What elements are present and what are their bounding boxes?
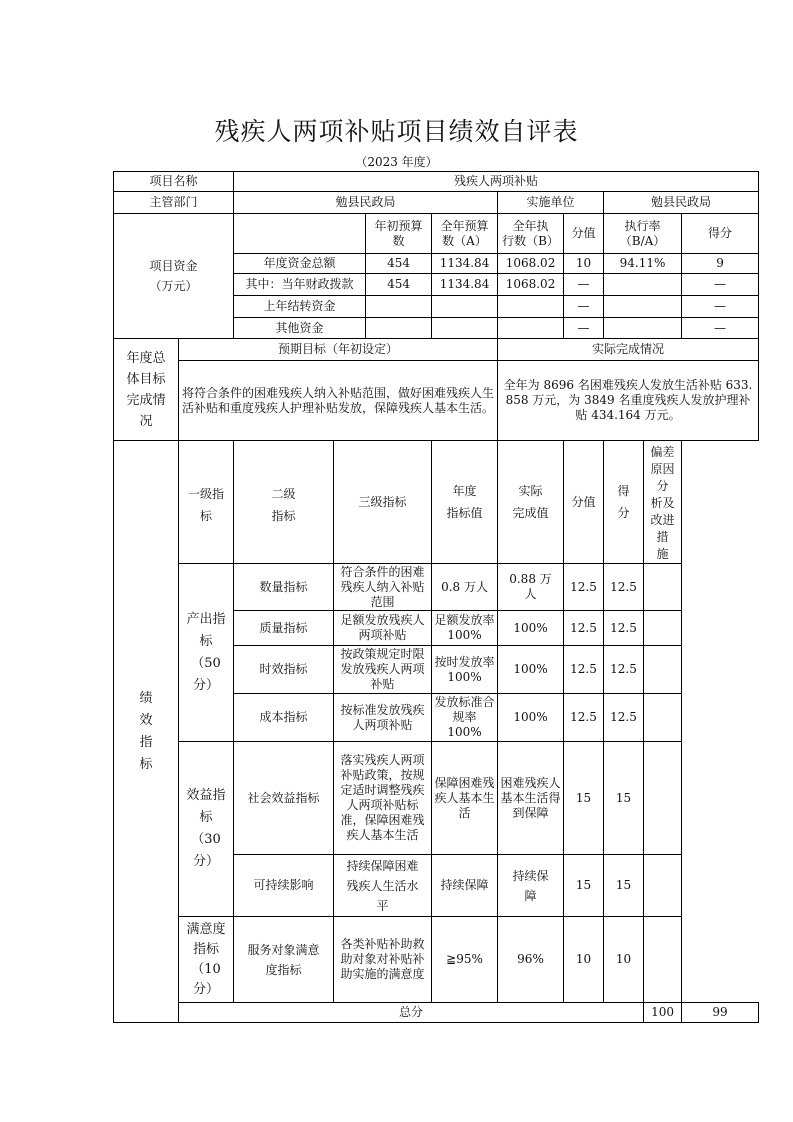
funds-row-annual: 1134.84	[432, 254, 498, 274]
funds-header-rate: 执行率 （B/A）	[604, 214, 682, 254]
indicator-score: 15	[564, 855, 604, 917]
evaluation-table	[113, 171, 759, 1023]
header-deviation: 偏差原因分 析及改进措 施	[644, 441, 682, 564]
funds-row-executed	[498, 296, 564, 318]
indicator-score: 12.5	[564, 646, 604, 694]
funds-row-got: —	[682, 318, 759, 339]
funds-row-score: 10	[564, 254, 604, 274]
indicator-got: 15	[604, 742, 644, 855]
funds-row-score: —	[564, 274, 604, 296]
indicator-got: 12.5	[604, 646, 644, 694]
indicator-deviation	[644, 694, 682, 742]
indicator-actual: 0.88 万 人	[498, 564, 564, 611]
funds-row-name: 其中：当年财政拨款	[234, 274, 366, 296]
row-project-name	[114, 172, 759, 192]
goal-content-row	[114, 361, 759, 441]
header-actual: 实际 完成值	[498, 441, 564, 564]
indicator-deviation	[644, 742, 682, 855]
funds-row-name: 年度资金总额	[234, 254, 366, 274]
funds-label: 项目资金 （万元）	[114, 214, 234, 339]
funds-header-blank	[234, 214, 366, 254]
indicator-score: 10	[564, 917, 604, 1003]
indicator-actual: 困难残疾人基本生活得到保障	[498, 742, 564, 855]
indicator-level2: 服务对象满意 度指标	[234, 917, 334, 1003]
indicator-level2: 数量指标	[234, 564, 334, 611]
indicator-target: 保障困难残疾人基本生活	[432, 742, 498, 855]
indicator-target: 0.8 万人	[432, 564, 498, 611]
indicator-actual: 100%	[498, 646, 564, 694]
indicator-score: 12.5	[564, 694, 604, 742]
goal-header-row	[114, 339, 759, 361]
funds-row-score: —	[564, 296, 604, 318]
header-target: 年度 指标值	[432, 441, 498, 564]
header-got: 得 分	[604, 441, 644, 564]
dept-value: 勉县民政局	[234, 192, 498, 214]
impl-unit-label: 实施单位	[498, 192, 604, 214]
funds-header-row	[114, 214, 759, 254]
indicator-got: 12.5	[604, 694, 644, 742]
funds-row-score: —	[564, 318, 604, 339]
indicator-level3: 持续保障困难 残疾人生活水 平	[334, 855, 432, 917]
indicator-level3: 落实残疾人两项补贴政策，按规定适时调整残疾人两项补贴标准，保障困难残疾人基本生活	[334, 742, 432, 855]
indicator-deviation	[644, 611, 682, 646]
header-level2: 二级 指标	[234, 441, 334, 564]
benefit-indicator-label: 效益指 标 （30 分）	[179, 742, 234, 917]
indicator-score: 12.5	[564, 611, 604, 646]
indicator-row	[114, 917, 759, 1003]
perf-indicators-label: 绩效指标	[114, 441, 179, 1023]
indicator-score: 12.5	[564, 564, 604, 611]
funds-header-annual: 全年预算 数（A）	[432, 214, 498, 254]
indicator-level3: 按标准发放残疾人两项补贴	[334, 694, 432, 742]
goal-actual-text: 全年为 8696 名困难残疾人发放生活补贴 633.858 万元，为 3849 名重度残疾人发放护理补贴 434.164 万元。	[498, 361, 759, 441]
funds-row-initial	[366, 296, 432, 318]
indicator-level2: 成本指标	[234, 694, 334, 742]
indicator-deviation	[644, 646, 682, 694]
funds-row-annual	[432, 318, 498, 339]
funds-header-executed: 全年执 行数（B）	[498, 214, 564, 254]
indicator-level3: 按政策规定时限发放残疾人两项补贴	[334, 646, 432, 694]
indicator-level2: 社会效益指标	[234, 742, 334, 855]
funds-row-got: 9	[682, 254, 759, 274]
indicator-level2: 可持续影响	[234, 855, 334, 917]
dept-label: 主管部门	[114, 192, 234, 214]
indicator-got: 12.5	[604, 564, 644, 611]
funds-row-executed: 1068.02	[498, 254, 564, 274]
year-subtitle: （2023 年度）	[355, 155, 438, 169]
goal-actual-header: 实际完成情况	[498, 339, 759, 361]
indicator-level3: 足额发放残疾人两项补贴	[334, 611, 432, 646]
funds-header-initial: 年初预算 数	[366, 214, 432, 254]
satisfaction-indicator-label: 满意度 指标 （10 分）	[179, 917, 234, 1003]
indicator-level3: 符合条件的困难残疾人纳入补贴范围	[334, 564, 432, 611]
indicator-got: 12.5	[604, 611, 644, 646]
indicator-score: 15	[564, 742, 604, 855]
indicator-got: 15	[604, 855, 644, 917]
funds-row-name: 其他资金	[234, 318, 366, 339]
indicator-target: ≧95%	[432, 917, 498, 1003]
indicator-got: 10	[604, 917, 644, 1003]
total-label: 总分	[179, 1003, 644, 1023]
indicator-deviation	[644, 855, 682, 917]
indicator-row	[114, 564, 759, 611]
page-title: 残疾人两项补贴项目绩效自评表	[214, 117, 579, 146]
funds-row-initial: 454	[366, 274, 432, 296]
indicator-header-row	[114, 441, 759, 564]
indicator-level2: 质量指标	[234, 611, 334, 646]
goal-expected-text: 将符合条件的困难残疾人纳入补贴范围，做好困难残疾人生活补贴和重度残疾人护理补贴发放，保障残疾人基本生活。	[179, 361, 498, 441]
funds-row-rate	[604, 318, 682, 339]
indicator-target: 发放标准合规率 100%	[432, 694, 498, 742]
indicator-target: 持续保障	[432, 855, 498, 917]
funds-row-initial: 454	[366, 254, 432, 274]
indicator-actual: 100%	[498, 611, 564, 646]
indicator-level3: 各类补贴补助救助对象对补贴补助实施的满意度	[334, 917, 432, 1003]
total-score: 100	[644, 1003, 682, 1023]
funds-row-rate	[604, 296, 682, 318]
funds-row-name: 上年结转资金	[234, 296, 366, 318]
header-level3: 三级指标	[334, 441, 432, 564]
goal-label: 年度总 体目标 完成情 况	[114, 339, 179, 441]
indicator-actual: 100%	[498, 694, 564, 742]
funds-row-got: —	[682, 274, 759, 296]
output-indicator-label: 产出指 标 （50 分）	[179, 564, 234, 742]
indicator-target: 足额发放率 100%	[432, 611, 498, 646]
funds-row-executed: 1068.02	[498, 274, 564, 296]
indicator-row	[114, 742, 759, 855]
total-row	[114, 1003, 759, 1023]
indicator-deviation	[644, 564, 682, 611]
funds-row-got: —	[682, 296, 759, 318]
funds-row-executed	[498, 318, 564, 339]
goal-expected-header: 预期目标（年初设定）	[179, 339, 498, 361]
header-score: 分值	[564, 441, 604, 564]
header-level1: 一级指 标	[179, 441, 234, 564]
project-name-value: 残疾人两项补贴	[234, 172, 759, 192]
funds-header-score: 分值	[564, 214, 604, 254]
row-department	[114, 192, 759, 214]
funds-row-rate	[604, 274, 682, 296]
indicator-deviation	[644, 917, 682, 1003]
impl-unit-value: 勉县民政局	[604, 192, 759, 214]
funds-row-rate: 94.11%	[604, 254, 682, 274]
funds-row-annual	[432, 296, 498, 318]
indicator-actual: 持续保 障	[498, 855, 564, 917]
project-name-label: 项目名称	[114, 172, 234, 192]
funds-header-got: 得分	[682, 214, 759, 254]
funds-row-annual: 1134.84	[432, 274, 498, 296]
indicator-target: 按时发放率 100%	[432, 646, 498, 694]
total-got: 99	[682, 1003, 759, 1023]
indicator-actual: 96%	[498, 917, 564, 1003]
funds-row-initial	[366, 318, 432, 339]
indicator-level2: 时效指标	[234, 646, 334, 694]
